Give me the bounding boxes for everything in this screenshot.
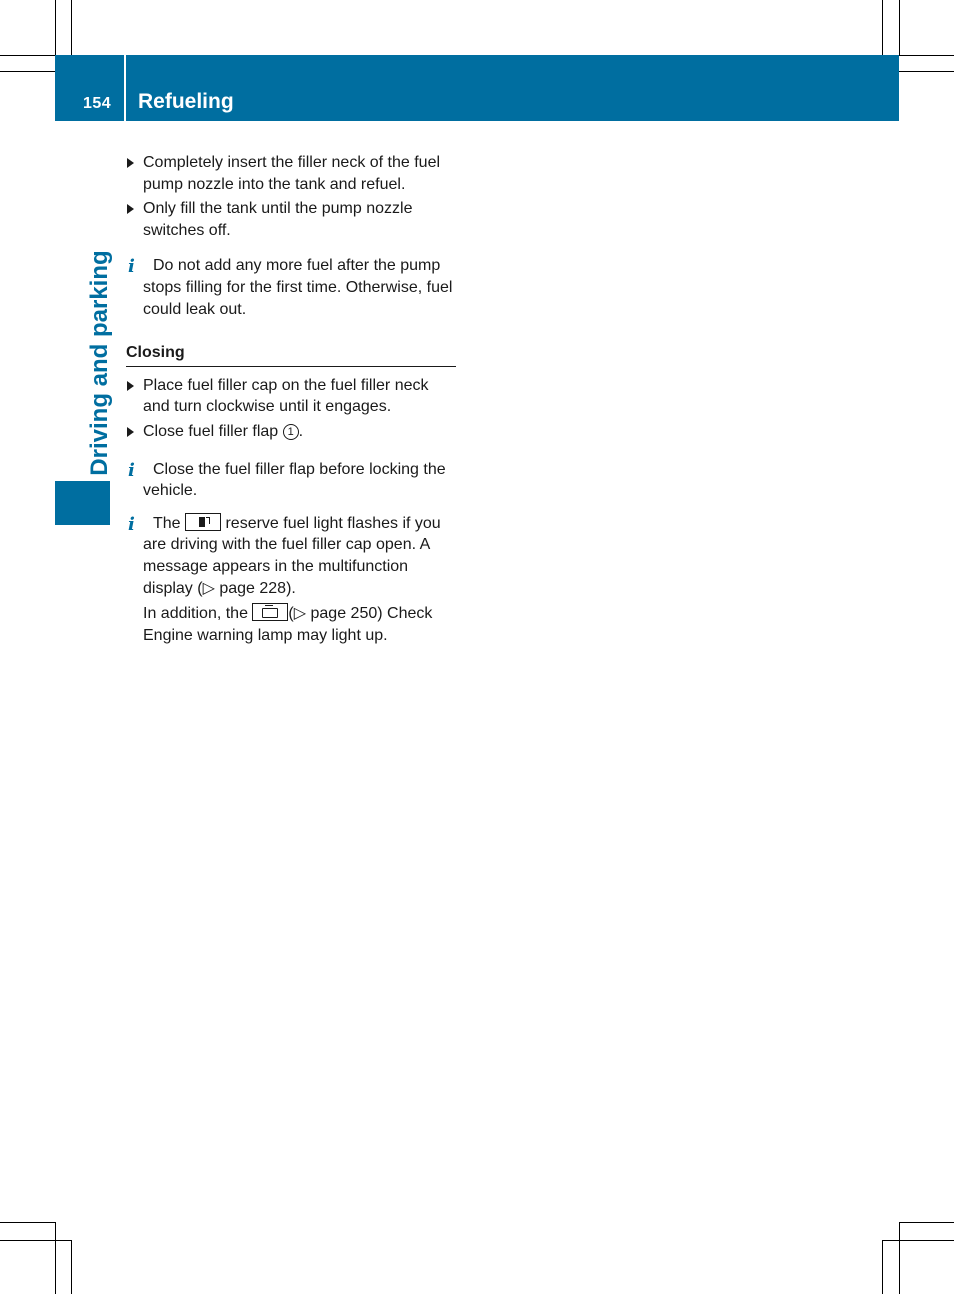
instruction-step (126, 375, 456, 418)
crop-mark (899, 71, 954, 72)
crop-mark (0, 1222, 55, 1223)
bullet-arrow-icon (127, 158, 134, 168)
info-text: The (153, 514, 186, 532)
crop-mark (0, 1240, 71, 1241)
closing-heading: Closing (126, 342, 456, 367)
crop-mark (55, 0, 56, 55)
main-content (126, 152, 456, 646)
info-text: Close the fuel filler flap before locking the vehicle. (143, 460, 446, 500)
crop-mark (882, 1240, 954, 1241)
info-text: In addition, the (143, 605, 253, 623)
info-icon: i (128, 256, 135, 278)
info-note (126, 255, 456, 320)
chapter-tab (55, 481, 110, 525)
info-text: ) Check Engine warning lamp may light up. (143, 605, 433, 644)
instruction-text: Completely insert the filler neck of the fuel pump nozzle into the tank and refuel. (143, 154, 441, 193)
instruction-step (126, 198, 456, 241)
info-continuation (126, 603, 456, 646)
instruction-step (126, 152, 456, 195)
bullet-arrow-icon (127, 381, 134, 391)
header-divider (124, 55, 126, 121)
crop-mark (899, 1222, 954, 1223)
instruction-text: Close fuel filler flap (143, 422, 283, 440)
info-text: ). (286, 579, 296, 597)
fuel-reserve-icon (185, 513, 221, 531)
info-icon: i (128, 459, 135, 481)
crop-mark (71, 0, 72, 55)
crop-mark (71, 1240, 72, 1294)
info-text: ( (288, 605, 294, 623)
info-icon: i (128, 513, 135, 535)
instruction-text: Only fill the tank until the pump nozzle switches off. (143, 200, 413, 239)
crop-mark (55, 1222, 56, 1294)
check-engine-icon (252, 603, 288, 621)
crop-mark (882, 0, 883, 55)
page-reference-link[interactable]: ▷ page 250 (293, 605, 378, 623)
info-note (126, 513, 456, 599)
item-reference-number: 1 (283, 424, 299, 440)
section-title: Refueling (138, 90, 234, 113)
crop-mark (899, 55, 954, 56)
info-text: reserve fuel light flashes if you are driving with the fuel filler cap open. A message appears in the multifunction display ( (143, 514, 441, 597)
chapter-label: Driving and parking (86, 250, 113, 476)
crop-mark (899, 0, 900, 55)
crop-mark (882, 1240, 883, 1294)
crop-mark (0, 55, 55, 56)
info-text: Do not add any more fuel after the pump stops filling for the first time. Otherwise, fuel could leak out. (143, 257, 453, 318)
bullet-arrow-icon (127, 204, 134, 214)
page-number: 154 (83, 95, 112, 112)
crop-mark (899, 1222, 900, 1294)
instruction-text-end: . (298, 422, 304, 440)
instruction-step (126, 421, 456, 443)
instruction-text: Place fuel filler cap on the fuel filler neck and turn clockwise until it engages. (143, 376, 429, 416)
crop-mark (0, 71, 55, 72)
bullet-arrow-icon (127, 427, 134, 437)
info-note (126, 459, 456, 502)
page-reference-link[interactable]: ▷ page 228 (202, 579, 287, 597)
